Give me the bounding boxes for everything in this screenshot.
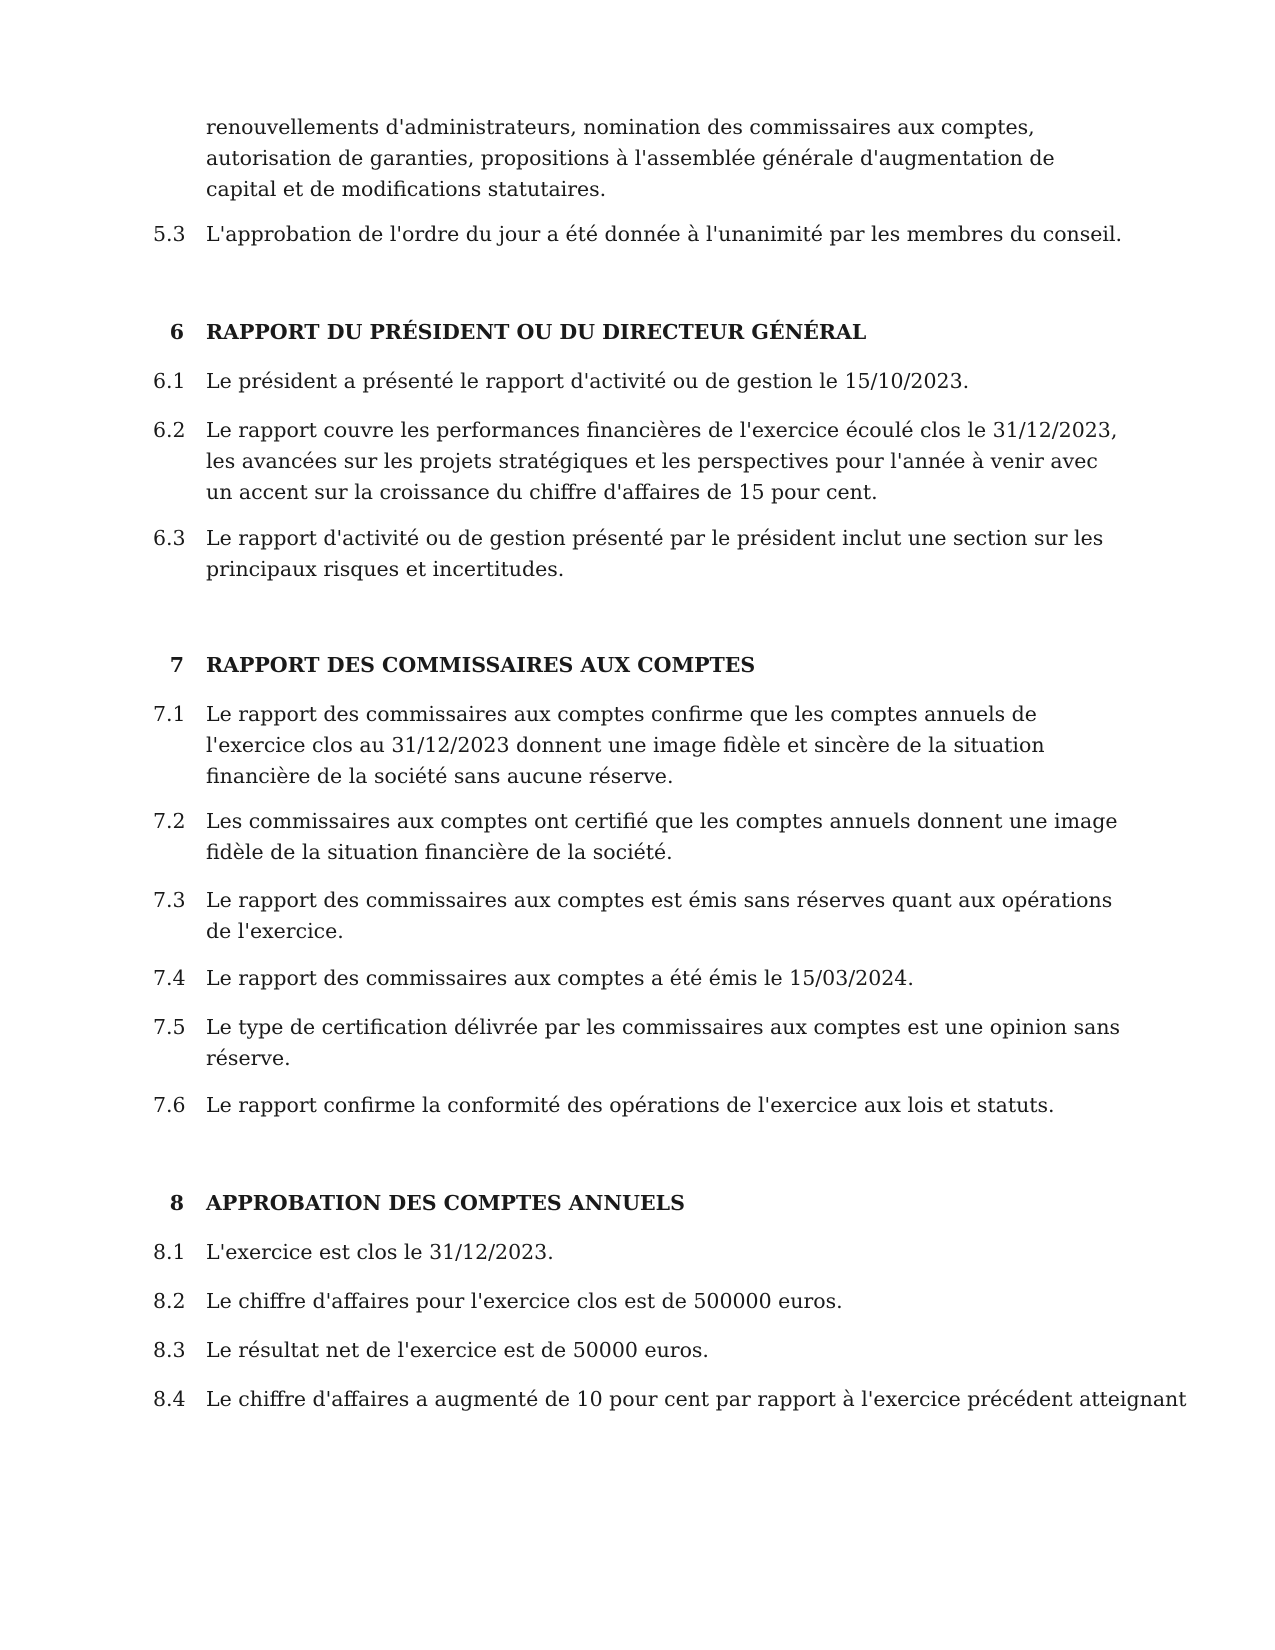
section-number: 6 bbox=[169, 320, 184, 344]
clause-text: Les commissaires aux comptes ont certifié que les comptes annuels donnent une image fidèle de la situation financière de la société. bbox=[206, 809, 1118, 864]
clause-number: 7.4 bbox=[153, 966, 186, 990]
clause-text: Le rapport couvre les performances financières de l'exercice écoulé clos le 31/12/2023, les avancées sur les projets stratégiques et les perspectives pour l'année à venir avec un accent sur la croissance du chiffre d'affaires de 15 pour cent. bbox=[206, 418, 1118, 504]
clause-7-3 bbox=[153, 885, 1128, 947]
clause-6-1 bbox=[153, 366, 1128, 397]
clause-7-5 bbox=[153, 1012, 1128, 1074]
clause-number: 8.2 bbox=[153, 1289, 186, 1313]
clause-8-3 bbox=[153, 1335, 1128, 1366]
section-title: RAPPORT DES COMMISSAIRES AUX COMPTES bbox=[206, 653, 756, 677]
clause-text: Le rapport des commissaires aux comptes est émis sans réserves quant aux opérations de l'exercice. bbox=[206, 888, 1113, 943]
clause-text: Le type de certification délivrée par les commissaires aux comptes est une opinion sans réserve. bbox=[206, 1015, 1121, 1070]
clause-7-4 bbox=[153, 963, 1128, 994]
clause-7-1 bbox=[153, 699, 1128, 792]
clause-number: 6.1 bbox=[153, 369, 186, 393]
section-8-heading bbox=[153, 1188, 1128, 1219]
clause-text: Le rapport des commissaires aux comptes a été émis le 15/03/2024. bbox=[206, 966, 914, 990]
clause-5-3 bbox=[153, 219, 1128, 250]
clause-number: 8.3 bbox=[153, 1338, 186, 1362]
clause-number: 5.3 bbox=[153, 222, 186, 246]
section-number: 8 bbox=[169, 1191, 184, 1215]
clause-number: 6.2 bbox=[153, 418, 186, 442]
clause-text: Le président a présenté le rapport d'activité ou de gestion le 15/10/2023. bbox=[206, 369, 970, 393]
section-title: RAPPORT DU PRÉSIDENT OU DU DIRECTEUR GÉNÉRAL bbox=[206, 320, 867, 344]
clause-7-2 bbox=[153, 806, 1128, 868]
clause-number: 8.4 bbox=[153, 1387, 186, 1411]
clause-7-6 bbox=[153, 1090, 1128, 1121]
clause-text: L'exercice est clos le 31/12/2023. bbox=[206, 1240, 554, 1264]
clause-number: 7.3 bbox=[153, 888, 186, 912]
section-title: APPROBATION DES COMPTES ANNUELS bbox=[206, 1191, 685, 1215]
clause-text: Le rapport confirme la conformité des opérations de l'exercice aux lois et statuts. bbox=[206, 1093, 1055, 1117]
continued-paragraph: renouvellements d'administrateurs, nomination des commissaires aux comptes, autorisation de garanties, propositions à l'assemblée générale d'augmentation de capital et de modifications statutaires. bbox=[206, 115, 1055, 201]
clause-number: 7.2 bbox=[153, 809, 186, 833]
clause-text: Le rapport d'activité ou de gestion présenté par le président inclut une section sur les principaux risques et incertitudes. bbox=[206, 526, 1104, 581]
clause-number: 7.5 bbox=[153, 1015, 186, 1039]
clause-text: Le chiffre d'affaires pour l'exercice clos est de 500000 euros. bbox=[206, 1289, 843, 1313]
clause-text: Le résultat net de l'exercice est de 50000 euros. bbox=[206, 1338, 709, 1362]
clause-8-2 bbox=[153, 1286, 1128, 1317]
clause-text: Le rapport des commissaires aux comptes confirme que les comptes annuels de l'exercice clos au 31/12/2023 donnent une image fidèle et sincère de la situation financière de la société sans aucune réserve. bbox=[206, 702, 1045, 788]
clause-6-3 bbox=[153, 523, 1128, 585]
clause-number: 6.3 bbox=[153, 526, 186, 550]
clause-number: 8.1 bbox=[153, 1240, 186, 1264]
section-7-heading bbox=[153, 650, 1128, 681]
clause-text: L'approbation de l'ordre du jour a été donnée à l'unanimité par les membres du conseil. bbox=[206, 222, 1123, 246]
clause-8-4 bbox=[153, 1384, 1187, 1415]
section-number: 7 bbox=[169, 653, 184, 677]
clause-8-1 bbox=[153, 1237, 1128, 1268]
clause-number: 7.6 bbox=[153, 1093, 186, 1117]
section-6-heading bbox=[153, 317, 1128, 348]
clause-6-2 bbox=[153, 415, 1128, 508]
clause-number: 7.1 bbox=[153, 702, 186, 726]
clause-text: Le chiffre d'affaires a augmenté de 10 pour cent par rapport à l'exercice précédent atteignant bbox=[206, 1387, 1187, 1411]
